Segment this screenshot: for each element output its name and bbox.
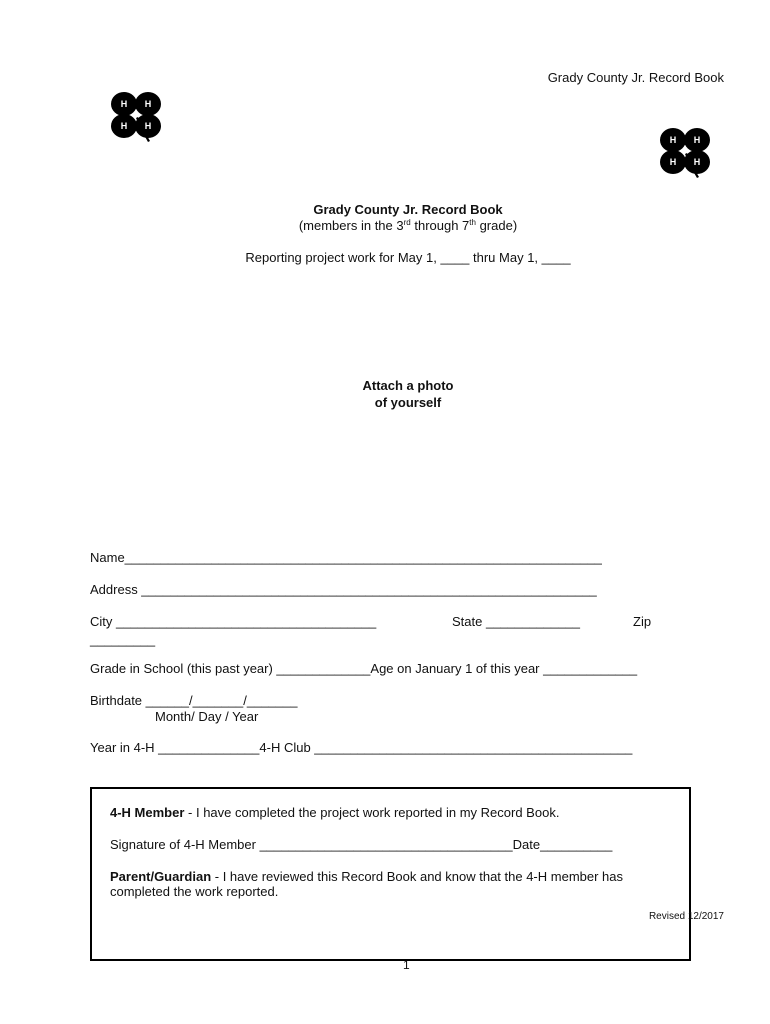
- svg-text:H: H: [693, 157, 701, 167]
- svg-text:H: H: [693, 135, 701, 145]
- svg-text:H: H: [144, 99, 152, 109]
- year-club-field[interactable]: Year in 4-H ______________4-H Club ____________________________________________: [90, 740, 633, 755]
- svg-text:H: H: [144, 121, 152, 131]
- 4-h-clover-logo-icon: [108, 88, 164, 146]
- address-field[interactable]: Address _______________________________________________________________: [90, 582, 597, 597]
- signature-box: [90, 787, 691, 961]
- 4-h-clover-logo-icon: [656, 124, 714, 182]
- page-subtitle: (members in the 3rd through 7th grade): [298, 218, 518, 233]
- state-field[interactable]: State _____________: [452, 614, 580, 629]
- page-number: 1: [403, 958, 410, 972]
- birthdate-field[interactable]: Birthdate ______/_______/_______: [90, 693, 298, 708]
- member-statement: 4-H Member - I have completed the project work reported in my Record Book.: [110, 805, 560, 820]
- city-field[interactable]: City ____________________________________: [90, 614, 377, 629]
- birthdate-caption: Month/ Day / Year: [155, 709, 259, 724]
- signature-line[interactable]: Signature of 4-H Member ___________________________________Date__________: [110, 837, 613, 852]
- svg-text:H: H: [669, 157, 677, 167]
- revision-date: Revised 12/2017: [648, 911, 724, 922]
- header-title: Grady County Jr. Record Book: [547, 70, 724, 85]
- grade-age-field[interactable]: Grade in School (this past year) _____________Age on January 1 of this year _____________: [90, 661, 638, 676]
- photo-label-line1: Attach a photo: [362, 378, 454, 393]
- svg-text:H: H: [669, 135, 677, 145]
- zip-field[interactable]: _________: [90, 632, 156, 647]
- photo-placeholder[interactable]: [0, 377, 770, 411]
- svg-text:H: H: [120, 121, 128, 131]
- parent-statement: Parent/Guardian - I have reviewed this Record Book and know that the 4-H member has completed the work reported.: [110, 869, 624, 899]
- reporting-period: Reporting project work for May 1, ____ thru May 1, ____: [245, 250, 571, 265]
- photo-label-line2: of yourself: [374, 395, 442, 410]
- page-title: Grady County Jr. Record Book: [313, 202, 503, 217]
- zip-label: Zip: [633, 614, 652, 629]
- name-field[interactable]: Name__________________________________________________________________: [90, 550, 602, 565]
- svg-text:H: H: [120, 99, 128, 109]
